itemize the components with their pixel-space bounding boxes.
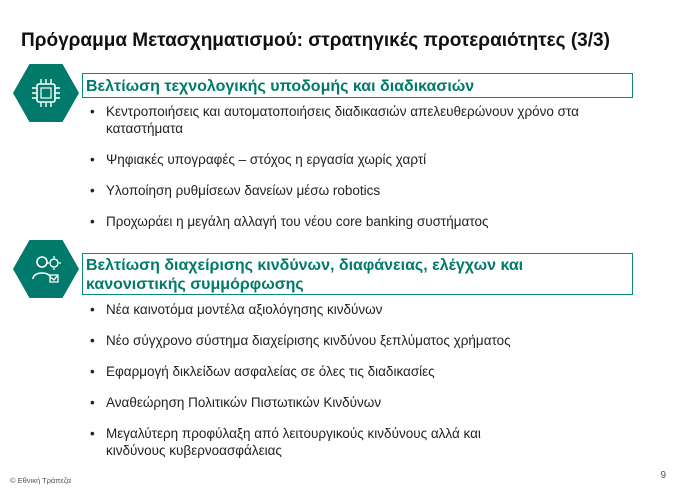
section-2-title: Βελτίωση διαχείρισης κινδύνων, διαφάνειας, ελέγχων και κανονιστικής συμμόρφωσης <box>86 257 524 293</box>
chip-icon <box>29 76 63 110</box>
list-item: • Ψηφιακές υπογραφές – στόχος η εργασία χωρίς χαρτί <box>90 151 620 168</box>
list-item: • Νέο σύγχρονο σύστημα διαχείρισης κινδύνου ξεπλύματος χρήματος <box>90 332 590 349</box>
list-item: • Εφαρμογή δικλείδων ασφαλείας σε όλες τις διαδικασίες <box>90 363 590 380</box>
list-item: • Αναθεώρηση Πολιτικών Πιστωτικών Κινδύνων <box>90 394 590 411</box>
list-item: • Μεγαλύτερη προφύλαξη από λειτουργικούς κινδύνους αλλά και κινδύνους κυβερνοασφάλειας <box>90 425 590 459</box>
list-item: • Προχωράει η μεγάλη αλλαγή του νέου core banking συστήματος <box>90 213 620 230</box>
footer-copyright: © Εθνική Τράπεζα <box>10 476 71 485</box>
section-1-title: Βελτίωση τεχνολογικής υποδομής και διαδικασιών <box>86 78 475 95</box>
slide-title: Πρόγραμμα Μετασχηματισμού: στρατηγικές προτεραιότητες (3/3) <box>21 30 610 51</box>
section-2-hexagon <box>13 240 79 298</box>
list-item: • Υλοποίηση ρυθμίσεων δανείων μέσω robotics <box>90 182 620 199</box>
section-1-hexagon <box>13 64 79 122</box>
page-number: 9 <box>660 470 666 481</box>
risk-management-icon <box>28 251 64 287</box>
list-item: • Νέα καινοτόμα μοντέλα αξιολόγησης κινδύνων <box>90 301 590 318</box>
list-item: • Κεντροποιήσεις και αυτοματοποιήσεις διαδικασιών απελευθερώνουν χρόνο στα καταστήματα <box>90 103 620 137</box>
section-2-bullet-list <box>90 301 590 459</box>
section-1-bullet-list <box>90 103 620 230</box>
